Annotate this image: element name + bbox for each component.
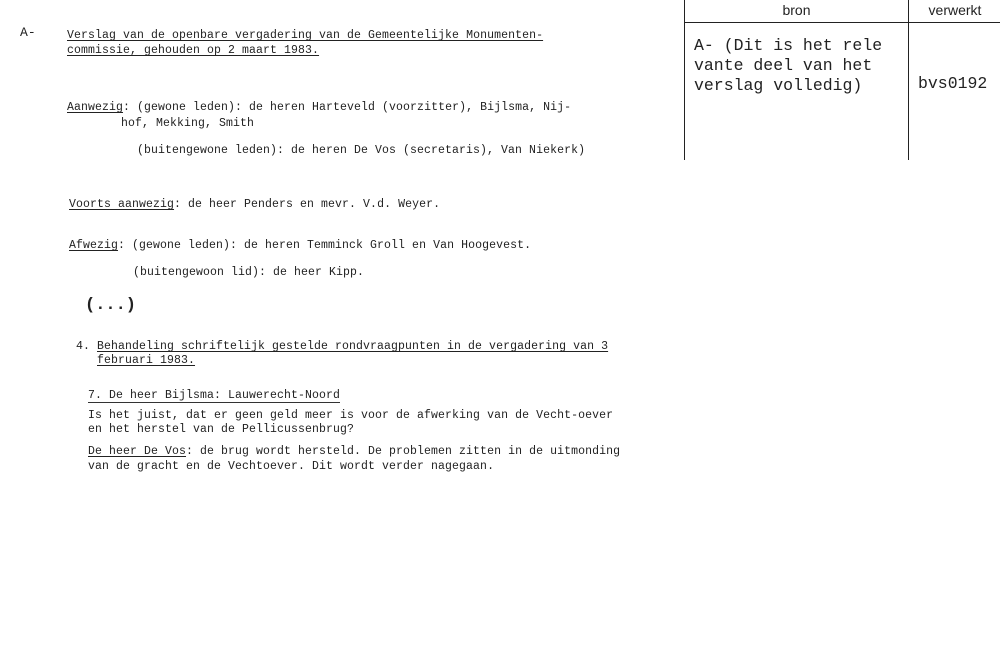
item-heading-line1: Behandeling schriftelijk gestelde rondvraagpunten in de vergadering van 3 (97, 340, 609, 353)
header-verwerkt: verwerkt (928, 2, 982, 18)
also-present-label: Voorts aanwezig (69, 198, 175, 211)
question-line2: en het herstel van de Pellicussenbrug? (88, 423, 355, 436)
absent-label: Afwezig (69, 239, 119, 252)
present-line1 (67, 100, 571, 116)
margin-mark: A- (20, 25, 36, 40)
item-number: 4. (76, 340, 91, 353)
absent-extra: (buitengewoon lid): de heer Kipp. (133, 266, 365, 279)
answer-speaker: De heer De Vos (88, 445, 187, 458)
ellipsis: (...) (85, 296, 137, 315)
header-bron: bron (782, 2, 811, 18)
present-extra: (buitengewone leden): de heren De Vos (secretaris), Van Niekerk) (137, 144, 586, 157)
doc-title-line1: Verslag van de openbare vergadering van de Gemeentelijke Monumenten- (67, 29, 544, 42)
question-heading-text: 7. De heer Bijlsma: Lauwerecht-Noord (88, 389, 341, 402)
processed-code: bvs0192 (918, 74, 988, 93)
source-note: A- (Dit is het rele vante deel van het verslag volledig) (694, 36, 883, 95)
answer-text1: : de brug wordt hersteld. De problemen zitten in de uitmonding (186, 445, 621, 458)
archive-panel (684, 0, 1000, 160)
present-line2: hof, Mekking, Smith (121, 117, 255, 130)
absent-line (69, 238, 531, 254)
present-text1: : (gewone leden): de heren Harteveld (voorzitter), Bijlsma, Nij- (123, 101, 572, 114)
archive-panel-divider (908, 0, 909, 160)
answer-line1 (88, 444, 620, 460)
question-heading (88, 388, 340, 404)
also-present (69, 197, 440, 213)
doc-title-line2: commissie, gehouden op 2 maart 1983. (67, 44, 320, 57)
item-heading-line2: februari 1983. (97, 354, 196, 367)
also-present-text: : de heer Penders en mevr. V.d. Weyer. (174, 198, 441, 211)
present-label: Aanwezig (67, 101, 124, 114)
answer-line2: van de gracht en de Vechtoever. Dit wordt verder nagegaan. (88, 460, 495, 473)
question-line1: Is het juist, dat er geen geld meer is voor de afwerking van de Vecht-oever (88, 409, 614, 422)
absent-text: : (gewone leden): de heren Temminck Groll en Van Hoogevest. (118, 239, 532, 252)
